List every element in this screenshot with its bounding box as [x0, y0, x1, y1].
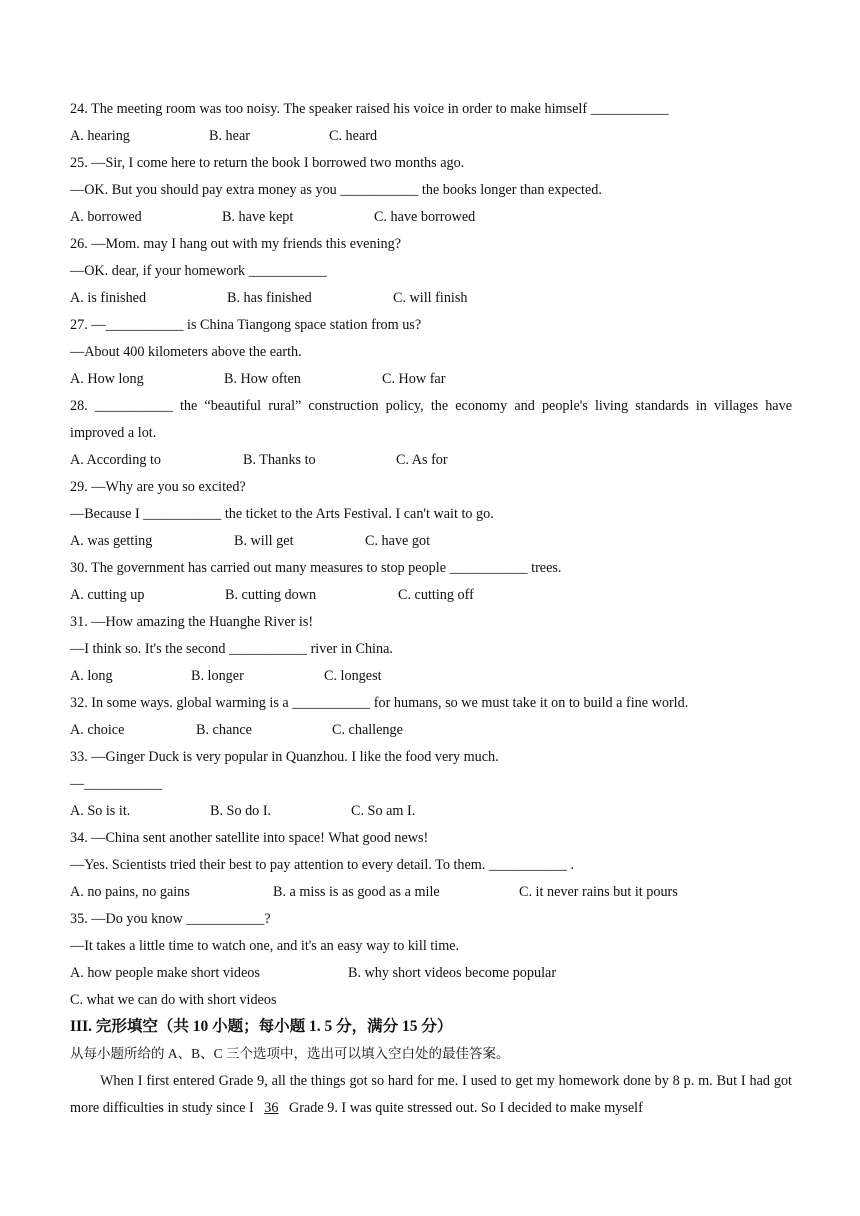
option-a: A. cutting up	[70, 587, 145, 603]
option-b: B. has finished	[227, 290, 312, 306]
option-a: A. borrowed	[70, 209, 142, 225]
question-29-stem: 29. —Why are you so excited?	[70, 479, 246, 495]
question-31-stem: 31. —How amazing the Huanghe River is!	[70, 614, 314, 630]
question-24-options	[70, 123, 792, 150]
question-34-reply: —Yes. Scientists tried their best to pay attention to every detail. To them. ___________ .	[70, 857, 575, 873]
question-27-reply: —About 400 kilometers above the earth.	[70, 344, 302, 360]
option-b: B. chance	[196, 722, 252, 738]
question-26-stem: 26. —Mom. may I hang out with my friends this evening?	[70, 236, 401, 252]
question-27-stem: 27. —___________ is China Tiangong space station from us?	[70, 317, 422, 333]
passage-text-after: Grade 9. I was quite stressed out. So I decided to make myself	[289, 1100, 643, 1116]
question-31-reply: —I think so. It's the second ___________ river in China.	[70, 641, 393, 657]
option-c: C. How far	[382, 371, 446, 387]
question-25-stem: 25. —Sir, I come here to return the book I borrowed two months ago.	[70, 155, 465, 171]
option-c: C. cutting off	[398, 587, 474, 603]
option-a: A. According to	[70, 452, 162, 468]
option-b: B. So do I.	[210, 803, 272, 819]
question-28-stem: 28. ___________ the “beautiful rural” construction policy, the economy and people's living standards in villages have improved a lot.	[70, 398, 792, 441]
option-a: A. How long	[70, 371, 144, 387]
passage-text-before: When I first entered Grade 9, all the things got so hard for me. I used to get my homework done by 8 p. m. But I had got more difficulties in study since I	[70, 1073, 792, 1116]
option-a: A. was getting	[70, 533, 153, 549]
blank-36: 36	[264, 1100, 279, 1116]
question-29-reply: —Because I ___________ the ticket to the Arts Festival. I can't wait to go.	[70, 506, 494, 522]
option-c: C. what we can do with short videos	[70, 992, 277, 1008]
option-b: B. why short videos become popular	[348, 965, 557, 981]
question-35-reply: —It takes a little time to watch one, and it's an easy way to kill time.	[70, 938, 460, 954]
question-24-stem: 24. The meeting room was too noisy. The speaker raised his voice in order to make himself ___________	[70, 101, 669, 117]
question-32-stem: 32. In some ways. global warming is a ___________ for humans, so we must take it on to build a fine world.	[70, 695, 689, 711]
question-26-reply: —OK. dear, if your homework ___________	[70, 263, 327, 279]
question-30-options	[70, 582, 792, 609]
option-c: C. heard	[329, 128, 378, 144]
option-a: A. long	[70, 668, 113, 684]
option-c: C. will finish	[393, 290, 468, 306]
question-33-options	[70, 798, 792, 825]
option-b: B. cutting down	[225, 587, 317, 603]
option-b: B. Thanks to	[243, 452, 316, 468]
option-b: B. will get	[234, 533, 294, 549]
option-b: B. longer	[191, 668, 244, 684]
cloze-passage	[70, 1068, 792, 1122]
option-c: C. longest	[324, 668, 382, 684]
question-27-options	[70, 366, 792, 393]
option-a: A. hearing	[70, 128, 130, 144]
question-31-options	[70, 663, 792, 690]
option-c: C. So am I.	[351, 803, 416, 819]
question-29-options	[70, 528, 792, 555]
question-34-options	[70, 879, 792, 906]
option-a: A. choice	[70, 722, 125, 738]
question-30-stem: 30. The government has carried out many measures to stop people ___________ trees.	[70, 560, 562, 576]
option-c: C. it never rains but it pours	[519, 884, 678, 900]
option-b: B. hear	[209, 128, 250, 144]
option-a: A. no pains, no gains	[70, 884, 190, 900]
question-26-options	[70, 285, 792, 312]
option-a: A. is finished	[70, 290, 147, 306]
exam-page	[70, 96, 792, 1122]
question-33-reply: —___________	[70, 776, 163, 792]
section-instruction: 从每小题所给的 A、B、C 三个选项中，选出可以填入空白处的最佳答案。	[70, 1046, 510, 1061]
option-b: B. have kept	[222, 209, 294, 225]
question-28-options	[70, 447, 792, 474]
section-title: III. 完形填空（共 10 小题；每小题 1. 5 分，满分 15 分）	[70, 1018, 453, 1035]
question-33-stem: 33. —Ginger Duck is very popular in Quanzhou. I like the food very much.	[70, 749, 499, 765]
question-34-stem: 34. —China sent another satellite into space! What good news!	[70, 830, 429, 846]
option-c: C. challenge	[332, 722, 403, 738]
option-a: A. So is it.	[70, 803, 131, 819]
option-c: C. have got	[365, 533, 431, 549]
question-25-options	[70, 204, 792, 231]
question-35-options-cont	[70, 987, 792, 1014]
question-25-reply: —OK. But you should pay extra money as you ___________ the books longer than expected.	[70, 182, 602, 198]
option-c: C. have borrowed	[374, 209, 476, 225]
option-c: C. As for	[396, 452, 448, 468]
option-a: A. how people make short videos	[70, 965, 260, 981]
question-35-stem: 35. —Do you know ___________?	[70, 911, 271, 927]
question-35-options	[70, 960, 792, 987]
question-32-options	[70, 717, 792, 744]
option-b: B. How often	[224, 371, 301, 387]
option-b: B. a miss is as good as a mile	[273, 884, 440, 900]
